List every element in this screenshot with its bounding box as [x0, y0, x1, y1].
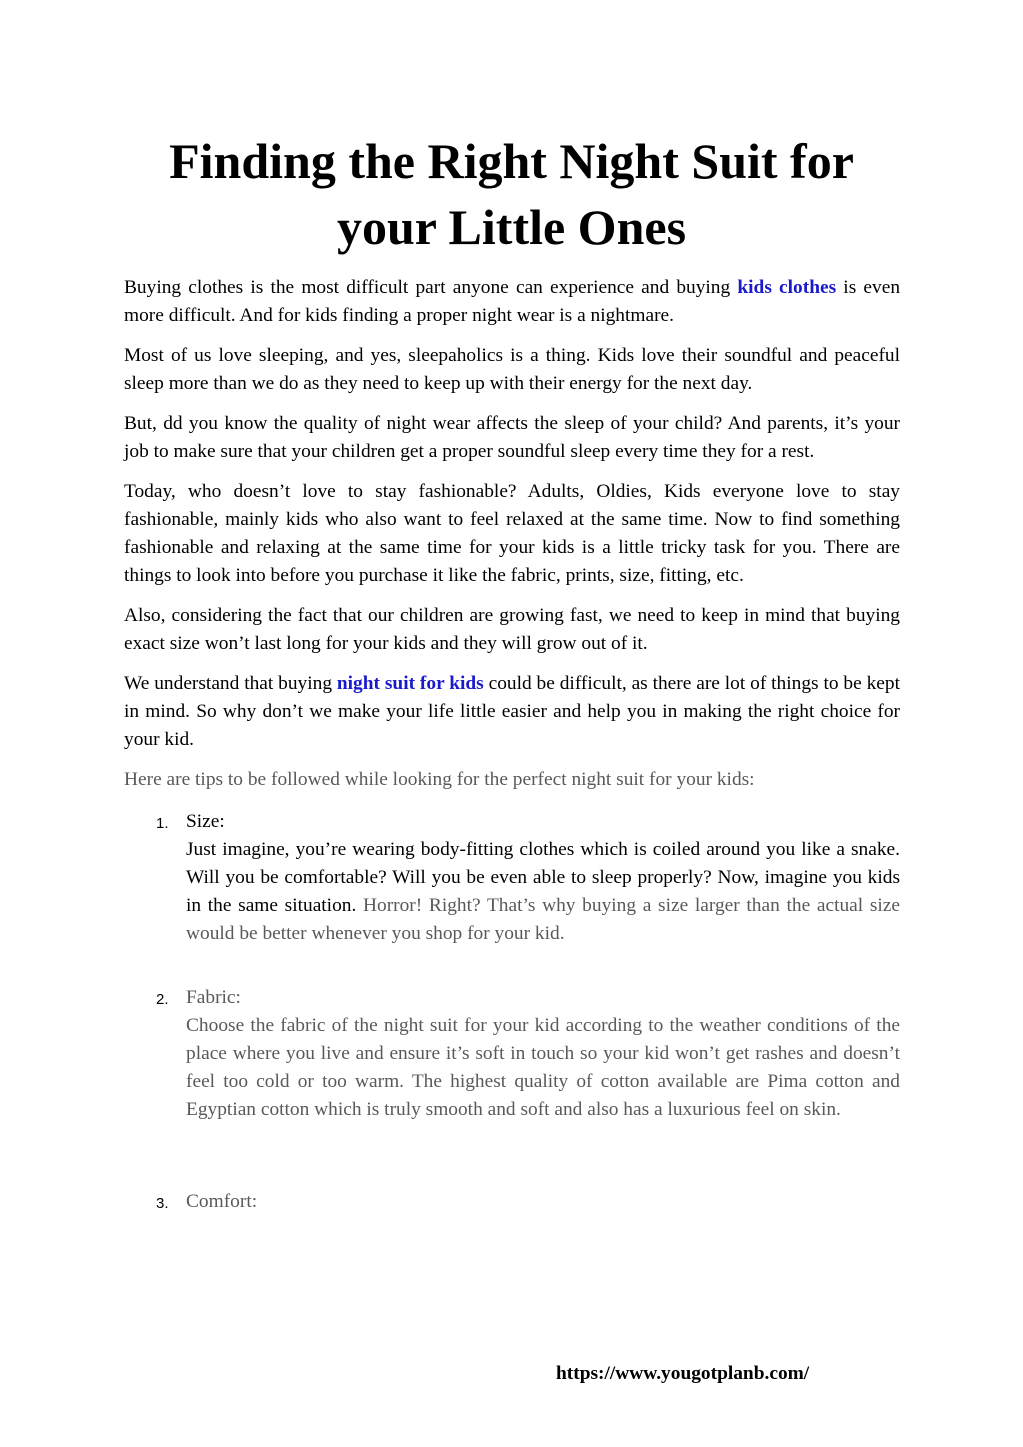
tip-text-fabric: Choose the fabric of the night suit for your kid according to the weather conditions of the place where you live and ensure it’s soft in touch so your kid won’t get rashes and doesn’t feel too cold or too warm. The highest quality of cotton available are Pima cotton and Egyptian cotton which is truly smooth and soft and also has a luxurious feel on skin.	[186, 1015, 900, 1120]
paragraph-choice-text-before: We understand that buying	[124, 673, 337, 694]
paragraph-choice	[124, 670, 900, 754]
night-suit-for-kids-link[interactable]: night suit for kids	[336, 673, 484, 694]
title-line-1: Finding the Right Night Suit for	[169, 133, 854, 189]
list-item	[124, 808, 900, 948]
list-item	[124, 984, 900, 1124]
tip-text-size-grey: Horror! Right? That’s why buying a size larger than the actual size would be better whenever you shop for your kid.	[186, 895, 900, 944]
paragraph-choice-text-after: could be difficult, as there are lot of things to be kept in mind. So why don’t we make your life little easier and help you in making the right choice for your kid.	[124, 673, 900, 750]
tip-title-comfort: Comfort:	[186, 1191, 258, 1212]
paragraph-intro-text-after: is even more difficult. And for kids finding a proper night wear is a nightmare.	[124, 277, 901, 326]
list-number: 1.	[156, 815, 169, 832]
paragraph-growth: Also, considering the fact that our children are growing fast, we need to keep in mind that buying exact size won’t last long for your kids and they will grow out of it.	[124, 605, 900, 654]
paragraph-intro	[124, 274, 900, 330]
tip-title-fabric: Fabric:	[186, 987, 241, 1008]
tips-list	[124, 808, 900, 1216]
tips-intro: Here are tips to be followed while looking for the perfect night suit for your kids:	[124, 769, 755, 790]
paragraph-sleep: Most of us love sleeping, and yes, sleepaholics is a thing. Kids love their soundful and peaceful sleep more than we do as they need to keep up with their energy for the next day.	[124, 345, 900, 394]
kids-clothes-link[interactable]: kids clothes	[737, 277, 837, 298]
tip-text-size	[186, 836, 900, 948]
title-line-2: your Little Ones	[336, 199, 687, 255]
paragraph-quality: But, dd you know the quality of night wear affects the sleep of your child? And parents, it’s your job to make sure that your children get a proper soundful sleep every time they for a rest.	[124, 413, 900, 462]
list-number: 2.	[156, 991, 169, 1008]
list-item	[124, 1188, 900, 1216]
paragraph-fashion: Today, who doesn’t love to stay fashionable? Adults, Oldies, Kids everyone love to stay fashionable, mainly kids who also want to feel relaxed at the same time. Now to find something fashionable and relaxing at the same time for your kids is a little tricky task for you. There are things to look into before you purchase it like the fabric, prints, size, fitting, etc.	[124, 481, 900, 586]
paragraph-intro-text-before: Buying clothes is the most difficult part anyone can experience and buying	[124, 277, 738, 298]
list-number: 3.	[156, 1195, 169, 1212]
tip-text-size-main: Just imagine, you’re wearing body-fitting clothes which is coiled around you like a snake. Will you be comfortable? Will you be even able to sleep properly? Now, imagine you kids in the same situation.	[186, 839, 900, 916]
page-title	[90, 128, 933, 260]
footer-url-link[interactable]: https://www.yougotplanb.com/	[556, 1363, 810, 1384]
tip-title-size: Size:	[186, 811, 225, 832]
article-body	[124, 274, 900, 1216]
